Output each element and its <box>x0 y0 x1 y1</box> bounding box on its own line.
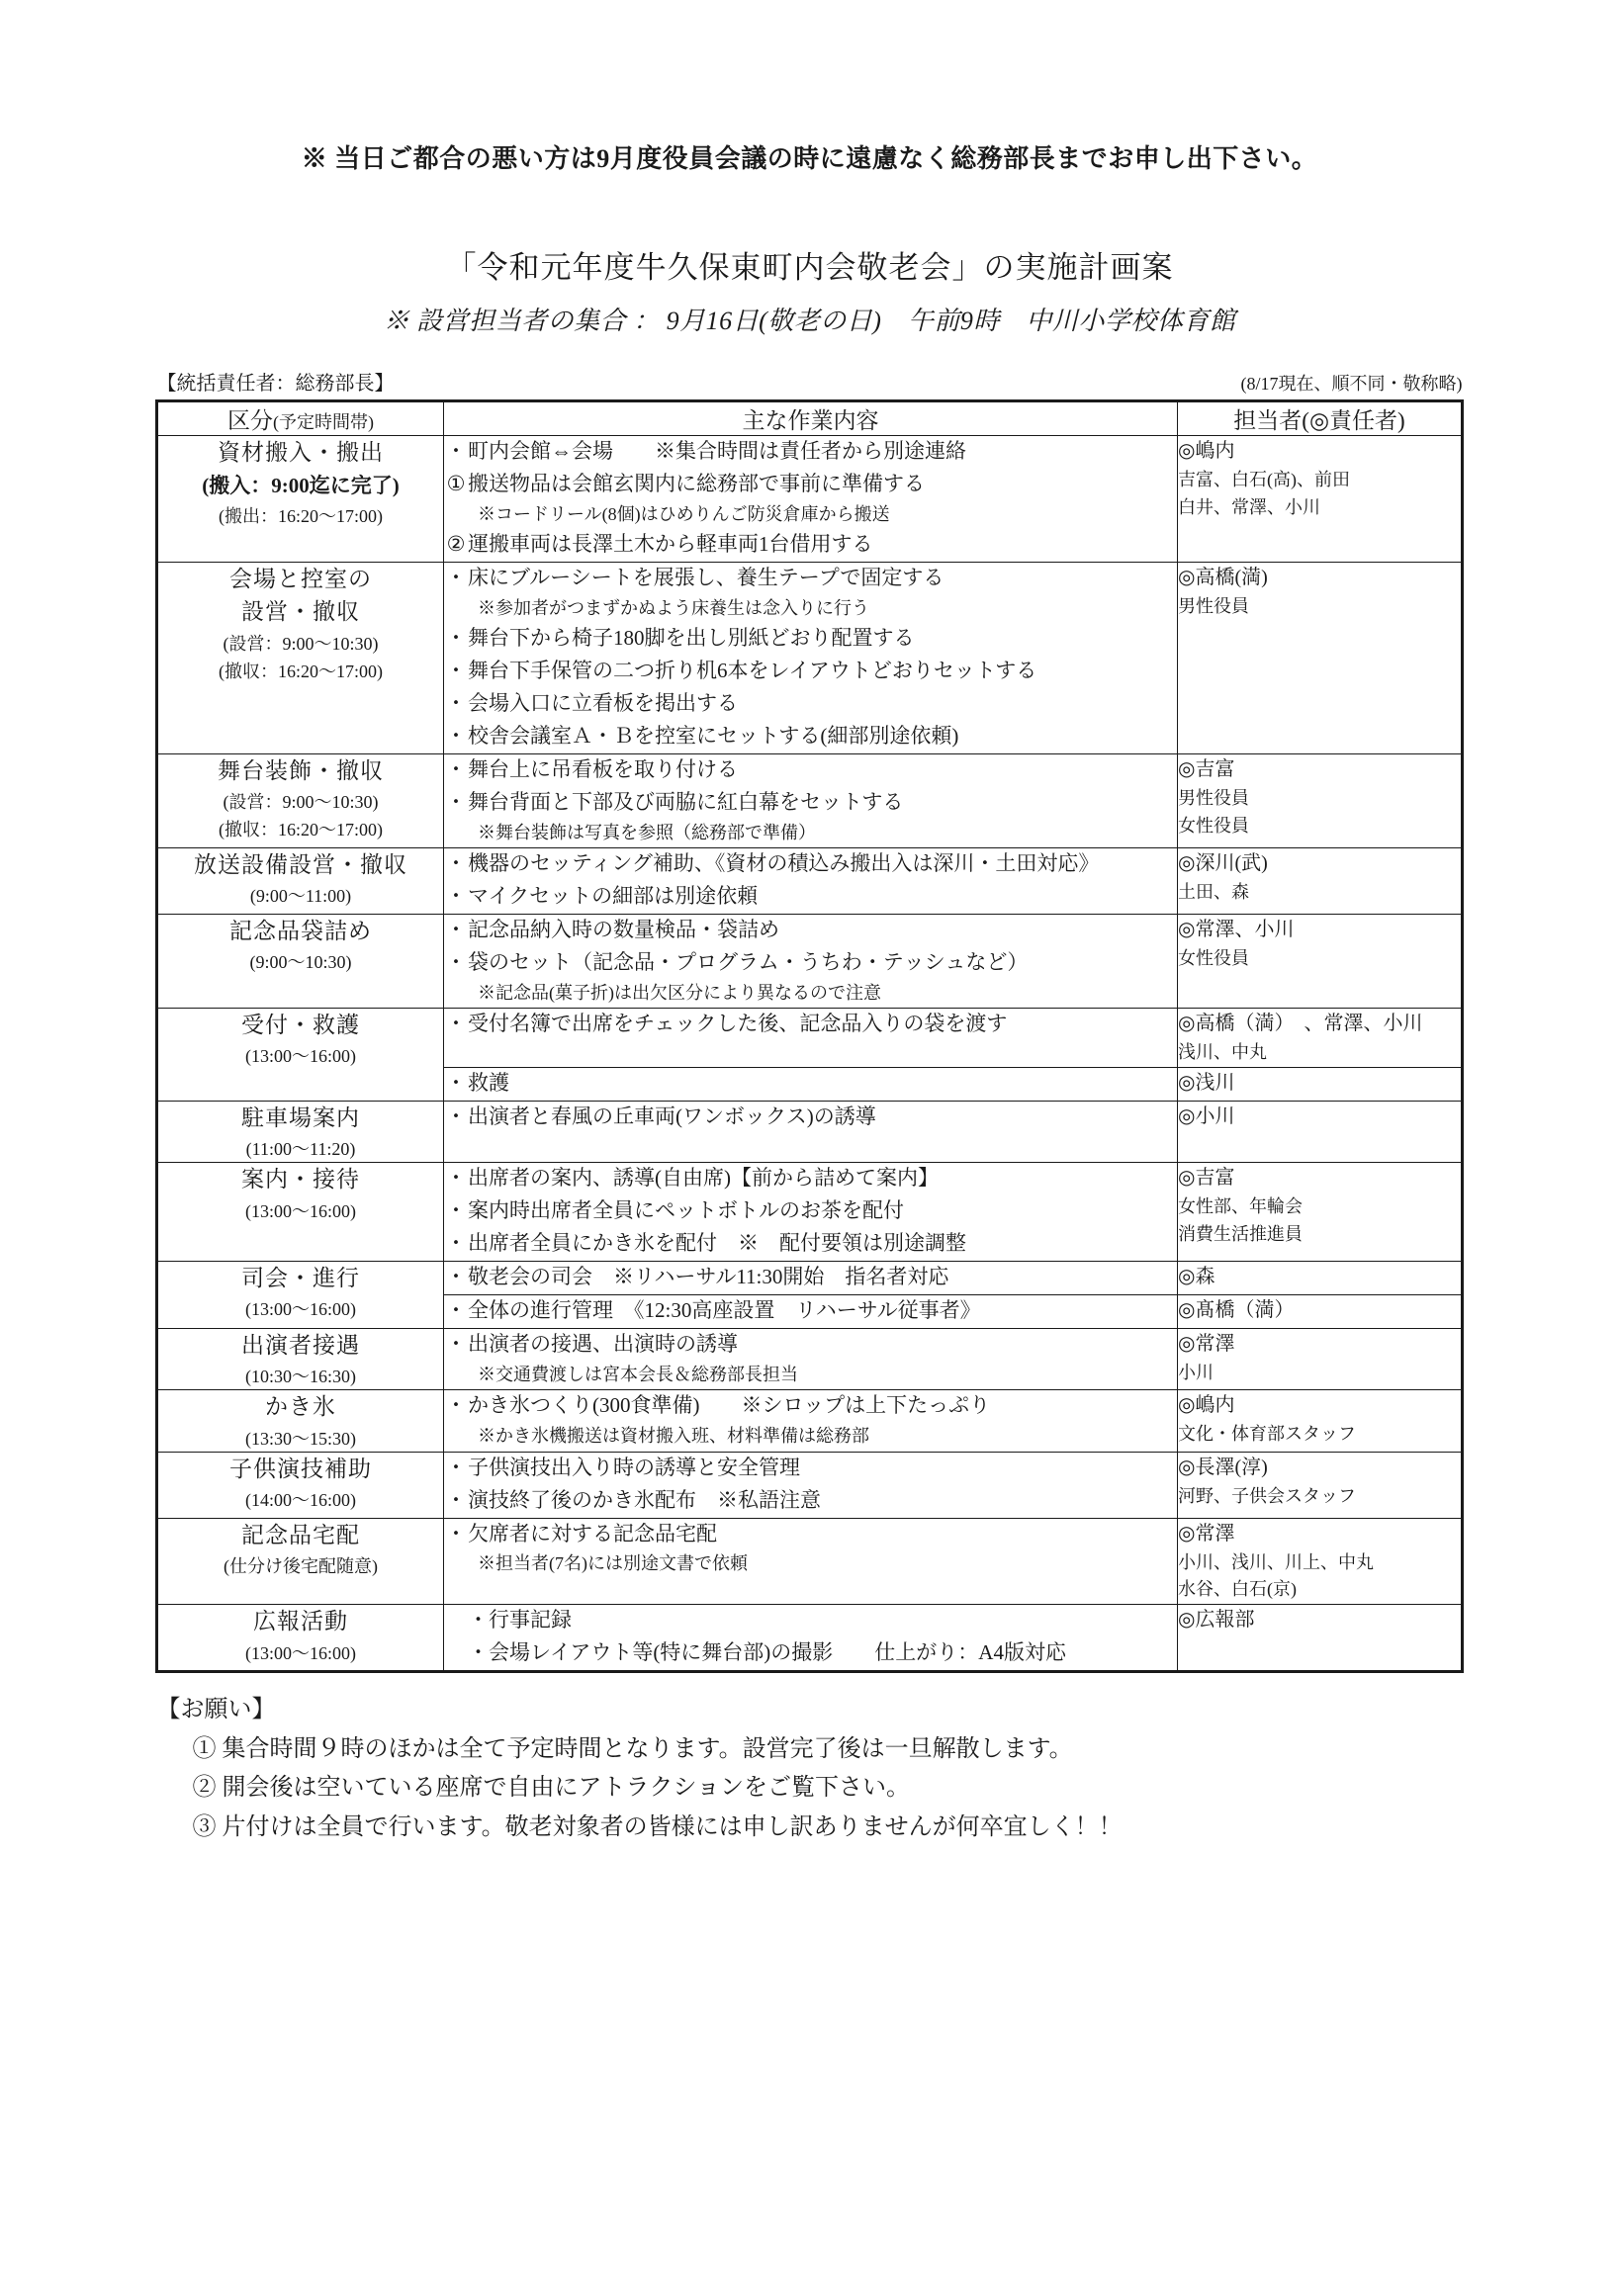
row-category: 放送設備設営・撤収 (9:00〜11:00) <box>157 848 444 915</box>
header-person: 担当者(◎責任者) <box>1178 401 1463 436</box>
row-work: ・ 舞台上に吊看板を取り付ける ・ 舞台背面と下部及び両脇に紅白幕をセットする ※舞台装飾は写真を参照（総務部で準備） <box>444 753 1178 847</box>
table-row <box>157 1452 1463 1518</box>
row-person: ◎深川(武) 土田、森 <box>1178 848 1463 915</box>
table-row <box>157 436 1463 563</box>
table-row <box>157 1328 1463 1389</box>
meta-row <box>157 367 1463 396</box>
meta-responsible: 【統括責任者：総務部長】 <box>156 373 395 395</box>
footer-item: ② 開会後は空いている座席で自由にアトラクションをご覧下さい。 <box>192 1775 911 1802</box>
plan-table-body <box>157 436 1463 1672</box>
row-work: ・ 受付名簿で出席をチェックした後、記念品入りの袋を渡す <box>444 1009 1178 1068</box>
table-row <box>157 848 1463 915</box>
row-category: 案内・接待 (13:00〜16:00) <box>157 1163 444 1262</box>
row-work: ・ 救護 <box>444 1068 1178 1102</box>
footer-notes <box>157 1691 1463 1847</box>
header-work: 主な作業内容 <box>444 401 1178 436</box>
row-work: ・ 欠席者に対する記念品宅配 ※担当者(7名)には別途文書で依頼 <box>444 1518 1178 1605</box>
row-category: 舞台装飾・撤収 (設営：9:00〜10:30) (撤収：16:20〜17:00) <box>157 753 444 847</box>
row-work: ・ 町内会館⇔会場 ※集合時間は責任者から別途連絡 ① 搬送物品は会館玄関内に総務部で事前に準備する ※コードリール(8個)はひめりんご防災倉庫から搬送 ② 運搬車両は長澤土木から軽車両1台借用する <box>444 436 1178 563</box>
row-person: ◎高橋（満） 、常澤、小川 浅川、中丸 <box>1178 1009 1463 1068</box>
row-person: ◎長澤(淳) 河野、子供会スタッフ <box>1178 1452 1463 1518</box>
row-person: ◎嶋内 文化・体育部スタッフ <box>1178 1390 1463 1452</box>
table-row <box>157 1101 1463 1162</box>
table-row <box>157 1518 1463 1605</box>
row-work: ・ かき氷つくり(300食準備) ※シロップは上下たっぷり ※かき氷機搬送は資材搬入班、材料準備は総務部 <box>444 1390 1178 1452</box>
row-category: 司会・進行 (13:00〜16:00) <box>157 1262 444 1329</box>
row-work: ・ 機器のセッティング補助、《資材の積込み搬出入は深川・土田対応》 ・ マイクセットの細部は別途依頼 <box>444 848 1178 915</box>
page-title: 「令和元年度牛久保東町内会敬老会」の実施計画案 <box>445 250 1174 285</box>
footer-item: ① 集合時間９時のほかは全て予定時間となります。設営完了後は一旦解散します。 <box>192 1735 1073 1762</box>
row-person: ◎常澤 小川 <box>1178 1328 1463 1389</box>
table-header-row <box>157 401 1463 436</box>
row-person: ◎高橋(満) 男性役員 <box>1178 563 1463 754</box>
row-person: ◎髙橋（満） <box>1178 1294 1463 1328</box>
row-person: ◎森 <box>1178 1262 1463 1295</box>
row-category: 記念品袋詰め (9:00〜10:30) <box>157 914 444 1008</box>
row-work: ・ 敬老会の司会 ※リハーサル11:30開始 指名者対応 <box>444 1262 1178 1295</box>
row-work: ・行事記録 ・会場レイアウト等(特に舞台部)の撮影 仕上がり：A4版対応 <box>444 1605 1178 1672</box>
row-person: ◎吉富 男性役員 女性役員 <box>1178 753 1463 847</box>
row-person: ◎浅川 <box>1178 1068 1463 1102</box>
table-row <box>157 563 1463 754</box>
row-work: ・ 出演者と春風の丘車両(ワンボックス)の誘導 <box>444 1101 1178 1162</box>
row-person: ◎常澤、小川 女性役員 <box>1178 914 1463 1008</box>
row-work: ・ 子供演技出入り時の誘導と安全管理 ・ 演技終了後のかき氷配布 ※私語注意 <box>444 1452 1178 1518</box>
footer-heading: 【お願い】 <box>156 1697 276 1723</box>
row-category: 会場と控室の 設営・撤収 (設営：9:00〜10:30) (撤収：16:20〜17:00) <box>157 563 444 754</box>
page-subtitle: ※ 設営担当者の集合 ： 9月16日(敬老の日) 午前9時 中川小学校体育館 <box>383 307 1236 335</box>
row-category: 出演者接遇 (10:30〜16:30) <box>157 1328 444 1389</box>
row-category: 子供演技補助 (14:00〜16:00) <box>157 1452 444 1518</box>
table-row <box>157 753 1463 847</box>
header-category: 区分(予定時間帯) <box>157 401 444 436</box>
row-person: ◎嶋内 吉富、白石(高)、前田 白井、常澤、小川 <box>1178 436 1463 563</box>
table-row <box>157 1163 1463 1262</box>
row-work: ・ 床にブルーシートを展張し、養生テープで固定する ※参加者がつまずかぬよう床養生は念入りに行う ・ 舞台下から椅子180脚を出し別紙どおり配置する ・ 舞台下手保管の二つ折り机6本をレイアウトどおりセットする ・ 会場入口に立看板を掲出する ・ 校舎会議室Ａ・Ｂを控室にセットする(細部別途依頼) <box>444 563 1178 754</box>
row-work: ・ 記念品納入時の数量検品・袋詰め ・ 袋のセット（記念品・プログラム・うちわ・テッシュなど） ※記念品(菓子折)は出欠区分により異なるので注意 <box>444 914 1178 1008</box>
table-row <box>157 914 1463 1008</box>
row-category: 駐車場案内 (11:00〜11:20) <box>157 1101 444 1162</box>
footer-item: ③ 片付けは全員で行います。敬老対象者の皆様には申し訳ありませんが何卒宜しく！！ <box>192 1813 1123 1840</box>
row-work: ・ 全体の進行管理 《12:30高座設置 リハーサル従事者》 <box>444 1294 1178 1328</box>
table-row <box>157 1605 1463 1672</box>
row-work: ・ 出演者の接遇、出演時の誘導 ※交通費渡しは宮本会長＆総務部長担当 <box>444 1328 1178 1389</box>
row-category: 資材搬入・搬出 (搬入：9:00迄に完了) (搬出：16:20〜17:00) <box>157 436 444 563</box>
meta-asof: (8/17現在、順不同・敬称略) <box>1240 374 1463 394</box>
row-work: ・ 出席者の案内、誘導(自由席)【前から詰めて案内】 ・ 案内時出席者全員にペットボトルのお茶を配付 ・ 出席者全員にかき氷を配付 ※ 配付要領は別途調整 <box>444 1163 1178 1262</box>
table-row <box>157 1390 1463 1452</box>
row-category: 広報活動 (13:00〜16:00) <box>157 1605 444 1672</box>
row-person: ◎小川 <box>1178 1101 1463 1162</box>
notice-line: ※ 当日ご都合の悪い方は9月度役員会議の時に遠慮なく総務部長までお申し出下さい。 <box>301 144 1318 173</box>
row-category: 受付・救護 (13:00〜16:00) <box>157 1009 444 1102</box>
table-row <box>157 1262 1463 1295</box>
row-person: ◎常澤 小川、浅川、川上、中丸 水谷、白石(京) <box>1178 1518 1463 1605</box>
table-row <box>157 1009 1463 1068</box>
row-person: ◎吉富 女性部、年輪会 消費生活推進員 <box>1178 1163 1463 1262</box>
row-category: かき氷 (13:30〜15:30) <box>157 1390 444 1452</box>
row-category: 記念品宅配 (仕分け後宅配随意) <box>157 1518 444 1605</box>
plan-table <box>155 399 1464 1673</box>
row-person: ◎広報部 <box>1178 1605 1463 1672</box>
